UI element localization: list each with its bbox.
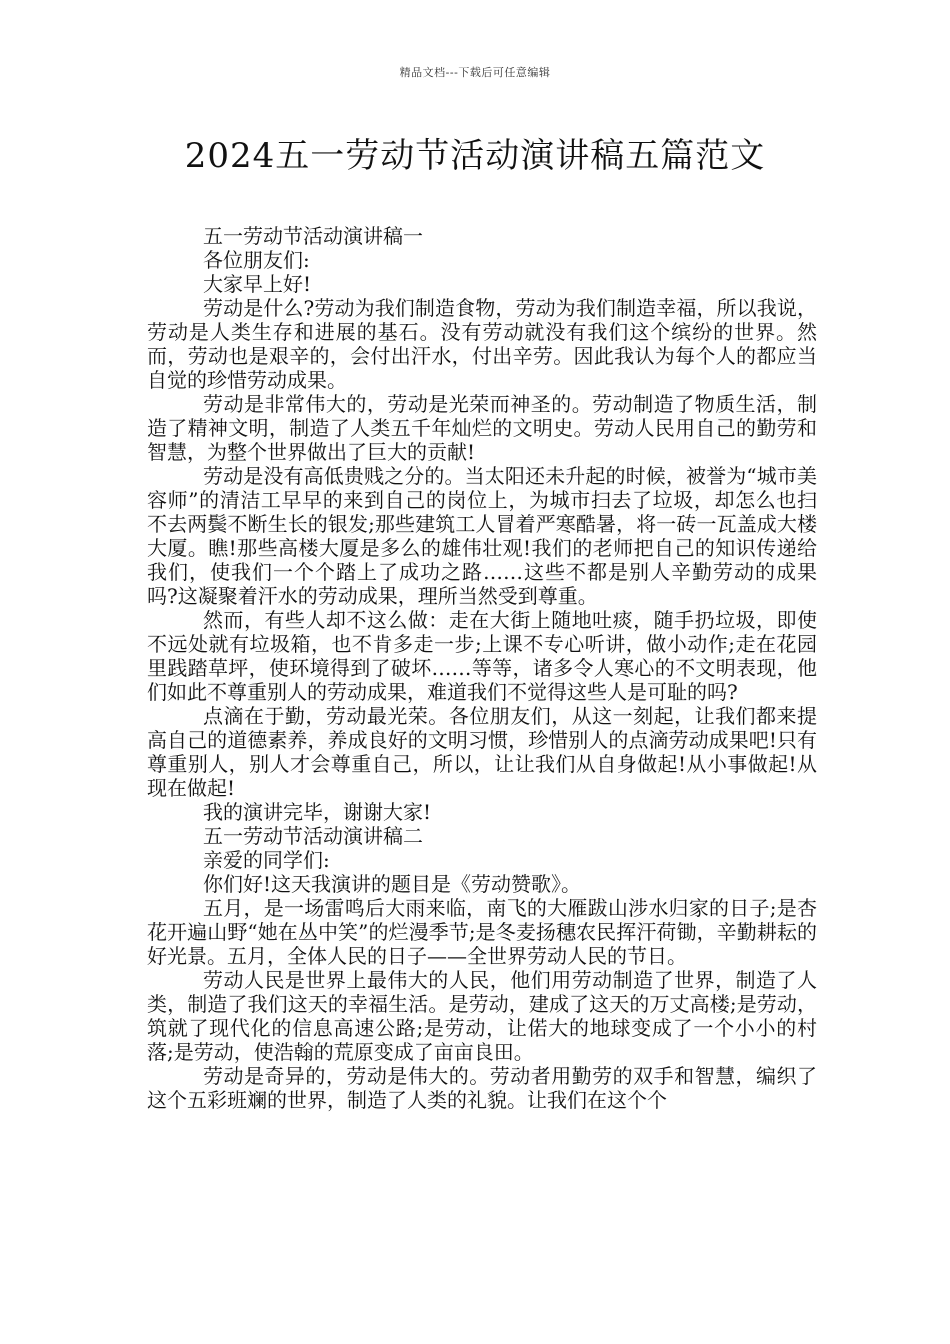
paragraph: 五一劳动节活动演讲稿二 xyxy=(203,824,423,848)
paragraph: 五月，是一场雷鸣后大雨来临，南飞的大雁跋山涉水归家的日子;是杏花开遍山野“她在丛中笑”的烂漫季节;是冬麦扬穗农民挥汗荷锄，辛勤耕耘的好光景。五月，全体人民的日子——全世界劳动人民的节日。 xyxy=(147,896,817,968)
paragraph: 你们好!这天我演讲的题目是《劳动赞歌》。 xyxy=(203,872,582,896)
paragraph: 劳动是没有高低贵贱之分的。当太阳还未升起的时候，被誉为“城市美容师”的清洁工早早的来到自己的岗位上，为城市扫去了垃圾，却怎么也扫不去两鬓不断生长的银发;那些建筑工人冒着严寒酷暑，将一砖一瓦盖成大楼大厦。瞧!那些高楼大厦是多么的雄伟壮观!我们的老师把自己的知识传递给我们，使我们一个个踏上了成功之路……这些不都是别人辛勤劳动的成果吗?这凝聚着汗水的劳动成果，理所当然受到尊重。 xyxy=(147,464,817,608)
paragraph: 大家早上好! xyxy=(203,272,312,296)
paragraph: 劳动是非常伟大的，劳动是光荣而神圣的。劳动制造了物质生活，制造了精神文明，制造了人类五千年灿烂的文明史。劳动人民用自己的勤劳和智慧，为整个世界做出了巨大的贡献! xyxy=(147,392,817,464)
paragraph: 然而，有些人却不这么做：走在大街上随地吐痰，随手扔垃圾，即使不远处就有垃圾箱，也不肯多走一步;上课不专心听讲，做小动作;走在花园里践踏草坪，使环境得到了破坏……等等，诸多令人寒心的不文明表现，他们如此不尊重别人的劳动成果，难道我们不觉得这些人是可耻的吗? xyxy=(147,608,817,704)
paragraph: 劳动是奇异的，劳动是伟大的。劳动者用勤劳的双手和智慧，编织了这个五彩班斓的世界，制造了人类的礼貌。让我们在这个个 xyxy=(147,1064,817,1112)
paragraph: 点滴在于勤，劳动最光荣。各位朋友们，从这一刻起，让我们都来提高自己的道德素养，养成良好的文明习惯，珍惜别人的点滴劳动成果吧!只有尊重别人，别人才会尊重自己，所以，让让我们从自身做起!从小事做起!从现在做起! xyxy=(147,704,817,800)
document-body xyxy=(147,224,817,1112)
paragraph: 劳动是什么?劳动为我们制造食物，劳动为我们制造幸福，所以我说，劳动是人类生存和进展的基石。没有劳动就没有我们这个缤纷的世界。然而，劳动也是艰辛的，会付出汗水，付出辛劳。因此我认为每个人的都应当自觉的珍惜劳动成果。 xyxy=(147,296,817,392)
paragraph: 劳动人民是世界上最伟大的人民，他们用劳动制造了世界，制造了人类，制造了我们这天的幸福生活。是劳动，建成了这天的万丈高楼;是劳动，筑就了现代化的信息高速公路;是劳动，让偌大的地球变成了一个小小的村落;是劳动，使浩翰的荒原变成了亩亩良田。 xyxy=(147,968,817,1064)
page-header: 精品文档---下载后可任意编辑 xyxy=(399,66,551,79)
document-title: 2024五一劳动节活动演讲稿五篇范文 xyxy=(184,136,766,176)
paragraph: 我的演讲完毕，谢谢大家! xyxy=(203,800,432,824)
paragraph: 五一劳动节活动演讲稿一 xyxy=(203,224,423,248)
paragraph: 各位朋友们: xyxy=(203,248,310,272)
paragraph: 亲爱的同学们: xyxy=(203,848,330,872)
